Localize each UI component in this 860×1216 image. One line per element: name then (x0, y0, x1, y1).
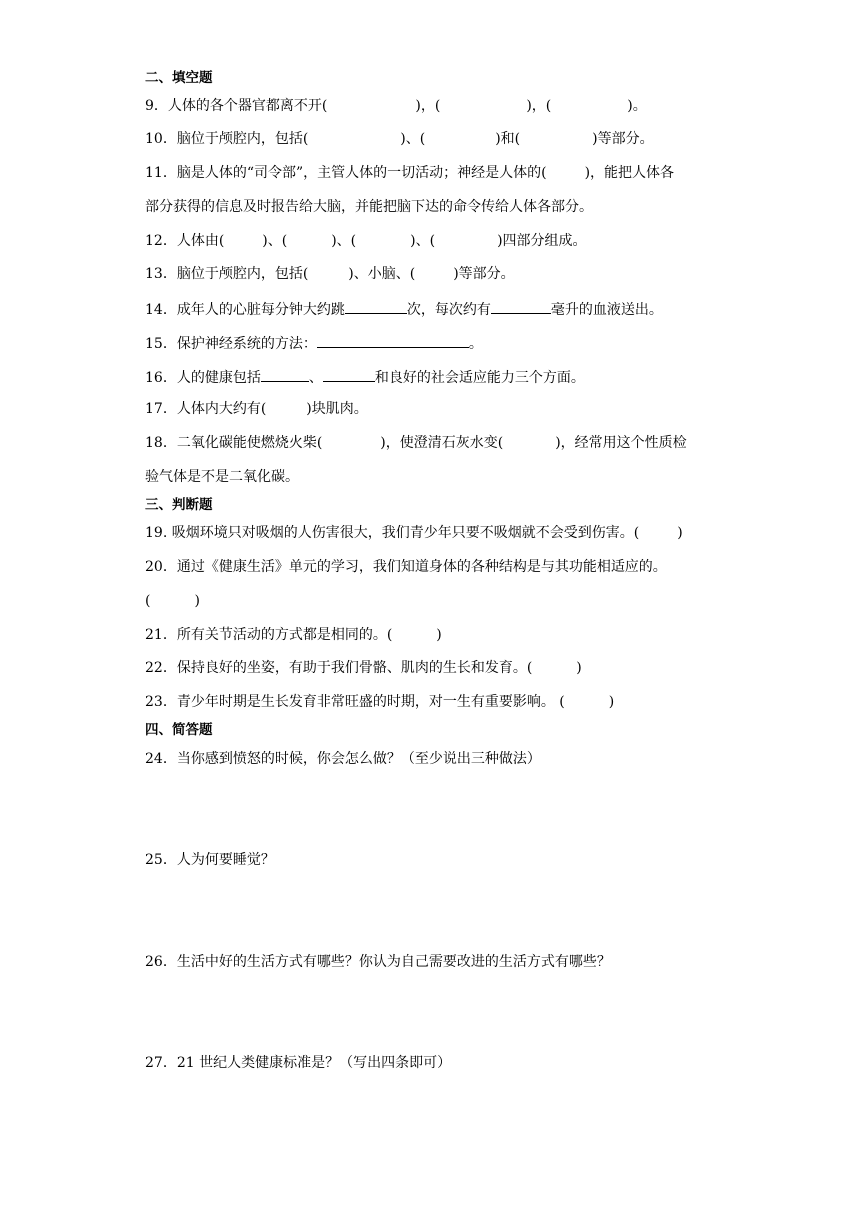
q22-text-a: 22．保持良好的坐姿，有助于我们骨骼、肌肉的生长和发育。( (145, 660, 533, 676)
question-10 (145, 129, 654, 149)
q17-text-a: 17．人体内大约有( (145, 401, 267, 417)
section-heading-short-answer: 四、简答题 (145, 722, 213, 738)
question-26: 26．生活中好的生活方式有哪些？你认为自己需要改进的生活方式有哪些？ (145, 954, 611, 970)
q10-text-b: )、( (400, 131, 426, 147)
q13-text-a: 13．脑位于颅腔内，包括( (145, 266, 309, 282)
q13-text-b: )、小脑、( (348, 266, 416, 282)
question-21 (145, 625, 442, 645)
question-9 (145, 96, 647, 116)
question-15 (145, 332, 483, 352)
q12-text-c: )、( (331, 233, 357, 249)
q14-blank-1 (345, 298, 407, 314)
question-25: 25．人为何要睡觉？ (145, 852, 275, 868)
q19-text-b: ) (677, 525, 683, 541)
q9-text-c: )，( (526, 98, 552, 114)
q10-text-a: 10．脑位于颅腔内，包括( (145, 131, 309, 147)
question-11-line-1 (145, 163, 674, 183)
q16-text-c: 和良好的社会适应能力三个方面。 (374, 370, 585, 386)
q11-text-b: )，能把人体各 (584, 165, 675, 181)
question-18-line-1 (145, 433, 687, 453)
q16-text-b: 、 (308, 370, 323, 386)
q15-text-b: 。 (468, 336, 483, 352)
q13-text-c: )等部分。 (453, 266, 515, 282)
question-13 (145, 264, 515, 284)
q23-text-b: ) (608, 694, 615, 710)
q16-blank-2 (323, 366, 375, 382)
q12-text-e: )四部分组成。 (497, 233, 587, 249)
q15-blank (317, 332, 469, 348)
q10-text-d: )等部分。 (592, 131, 654, 147)
q18-text-b: )，使澄清石灰水变( (380, 435, 504, 451)
question-11-line-2: 部分获得的信息及时报告给大脑，并能把脑下达的命令传给人体各部分。 (145, 199, 593, 215)
q9-text-d: )。 (627, 98, 647, 114)
q20-text-b: ( (145, 593, 151, 609)
q11-text-a: 11．脑是人体的“司令部”，主管人体的一切活动；神经是人体的( (145, 165, 547, 181)
question-27: 27．21 世纪人类健康标准是？（写出四条即可） (145, 1055, 452, 1071)
q20-text-c: ) (194, 593, 200, 609)
question-16 (145, 366, 585, 386)
q9-text-a: 9．人体的各个器官都离不开( (145, 98, 328, 114)
q14-blank-2 (491, 298, 551, 314)
question-24: 24．当你感到愤怒的时候，你会怎么做？（至少说出三种做法） (145, 751, 541, 767)
q15-text-a: 15．保护神经系统的方法： (145, 336, 317, 352)
section-heading-fill-in: 二、填空题 (145, 70, 213, 86)
question-22 (145, 658, 582, 678)
question-23 (145, 692, 614, 712)
q19-text-a: 19. 吸烟环境只对吸烟的人伤害很大，我们青少年只要不吸烟就不会受到伤害。( (145, 525, 640, 541)
question-14 (145, 298, 663, 318)
question-20-line-2 (145, 591, 200, 611)
question-12 (145, 231, 587, 251)
question-19 (145, 523, 683, 543)
question-17 (145, 399, 368, 419)
q10-text-c: )和( (495, 131, 521, 147)
q14-text-b: 次，每次约有 (406, 302, 491, 318)
question-18-line-2: 验气体是不是二氧化碳。 (145, 469, 299, 485)
q12-text-b: )、( (262, 233, 288, 249)
section-heading-true-false: 三、判断题 (145, 497, 213, 513)
question-20-line-1: 20．通过《健康生活》单元的学习，我们知道身体的各种结构是与其功能相适应的。 (145, 559, 667, 575)
q21-text-b: ) (436, 627, 442, 643)
q14-text-a: 14．成年人的心脏每分钟大约跳 (145, 302, 345, 318)
q12-text-d: )、( (410, 233, 436, 249)
q9-text-b: )，( (415, 98, 441, 114)
q16-text-a: 16．人的健康包括 (145, 370, 261, 386)
q22-text-b: ) (576, 660, 582, 676)
q14-text-c: 毫升的血液送出。 (550, 302, 663, 318)
q21-text-a: 21．所有关节活动的方式都是相同的。( (145, 627, 393, 643)
q18-text-c: )，经常用这个性质检 (555, 435, 687, 451)
q12-text-a: 12．人体由( (145, 233, 225, 249)
q16-blank-1 (261, 366, 309, 382)
q18-text-a: 18．二氧化碳能使燃烧火柴( (145, 435, 323, 451)
q23-text-a: 23．青少年时期是生长发育非常旺盛的时期，对一生有重要影响。 ( (145, 694, 565, 710)
q17-text-b: )块肌肉。 (306, 401, 368, 417)
